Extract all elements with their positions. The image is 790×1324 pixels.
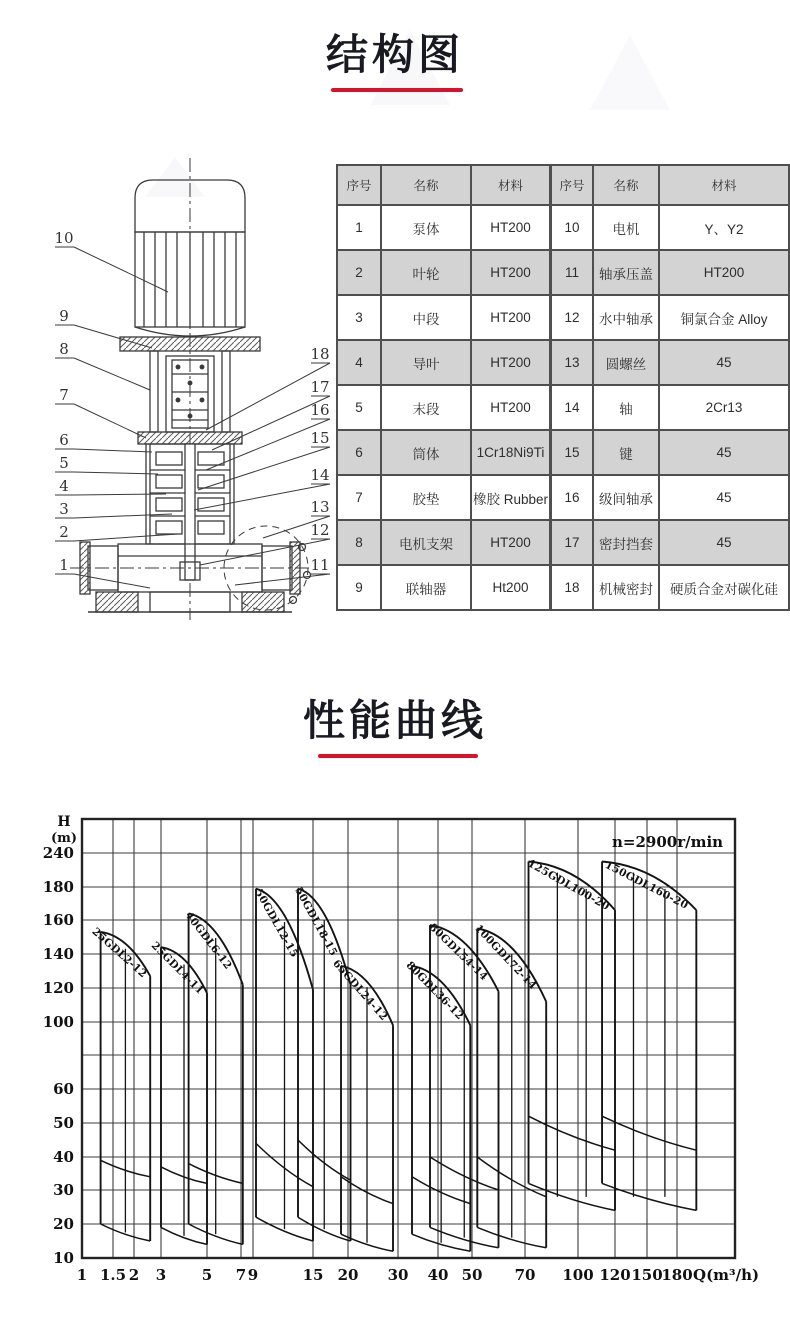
x-tick-label: 1.5 xyxy=(99,1266,127,1284)
part-no-cell: 11 xyxy=(551,250,593,295)
y-tick-label: 120 xyxy=(42,979,74,997)
table-row xyxy=(551,520,789,565)
part-material-cell: 橡胶 Rubber xyxy=(471,475,550,520)
table-row xyxy=(337,430,550,475)
pump-structure-diagram xyxy=(35,145,335,630)
part-no-cell: 1 xyxy=(337,205,381,250)
callout-number: 10 xyxy=(54,229,74,247)
callout-number: 8 xyxy=(59,340,69,358)
curve-label: 25GDL2-12 xyxy=(89,925,150,981)
table-row xyxy=(551,250,789,295)
callout-number: 14 xyxy=(310,466,330,484)
pump-top-flange xyxy=(138,432,242,444)
table-row xyxy=(337,205,550,250)
performance-curve-chart xyxy=(30,800,790,1316)
callout-number: 17 xyxy=(310,378,330,396)
part-name-cell: 水中轴承 xyxy=(593,295,659,340)
table-row xyxy=(551,565,789,610)
y-tick-label: 50 xyxy=(53,1114,74,1132)
part-no-cell: 7 xyxy=(337,475,381,520)
curve-label: 125GDL100-20 xyxy=(525,857,612,913)
table-row xyxy=(337,520,550,565)
part-no-cell: 17 xyxy=(551,520,593,565)
table-header-row xyxy=(337,165,550,205)
table-row xyxy=(337,250,550,295)
y-tick-label: 160 xyxy=(42,911,74,929)
column-header: 序号 xyxy=(551,165,593,205)
curve-label: 80GDL36-12 xyxy=(403,959,466,1023)
curve-label: 40GDL6-12 xyxy=(182,909,234,972)
table-row xyxy=(551,295,789,340)
curve-label: 65GDL24-12 xyxy=(330,957,390,1024)
x-tick-label: 7 xyxy=(235,1266,247,1284)
part-material-cell: 硬质合金对碳化硅 xyxy=(659,565,789,610)
x-tick-label: 100 xyxy=(562,1266,594,1284)
table-row xyxy=(551,475,789,520)
y-tick-label: 140 xyxy=(42,945,74,963)
part-material-cell: HT200 xyxy=(471,205,550,250)
parts-table-right xyxy=(550,164,790,611)
callout-number: 11 xyxy=(310,556,330,574)
curve-label: 50GDL12-15 xyxy=(252,887,301,960)
table-row xyxy=(337,565,550,610)
part-name-cell: 末段 xyxy=(381,385,471,430)
part-no-cell: 10 xyxy=(551,205,593,250)
part-material-cell: 45 xyxy=(659,520,789,565)
table-row xyxy=(337,340,550,385)
callout-number: 15 xyxy=(310,429,330,447)
part-name-cell: 中段 xyxy=(381,295,471,340)
part-no-cell: 12 xyxy=(551,295,593,340)
table-row xyxy=(551,340,789,385)
part-name-cell: 圆螺丝 xyxy=(593,340,659,385)
part-name-cell: 联轴器 xyxy=(381,565,471,610)
y-tick-label: 100 xyxy=(42,1013,74,1031)
part-material-cell: 1Cr18Ni9Ti xyxy=(471,430,550,475)
pump-curve xyxy=(189,913,243,1244)
part-material-cell: 45 xyxy=(659,475,789,520)
part-name-cell: 电机 xyxy=(593,205,659,250)
callout-number: 13 xyxy=(310,498,330,516)
part-no-cell: 13 xyxy=(551,340,593,385)
x-tick-label: 180 xyxy=(661,1266,693,1284)
part-name-cell: 叶轮 xyxy=(381,250,471,295)
part-no-cell: 15 xyxy=(551,430,593,475)
part-material-cell: 45 xyxy=(659,340,789,385)
table-row xyxy=(337,295,550,340)
title-underline xyxy=(331,88,463,92)
y-axis-title: (m) xyxy=(50,831,78,846)
curve-label: 50GDL18-15 xyxy=(292,885,340,959)
callout-number: 3 xyxy=(59,500,69,518)
curve-label: 100GDL72-14 xyxy=(472,922,539,993)
part-no-cell: 16 xyxy=(551,475,593,520)
pump-curve xyxy=(602,862,696,1211)
y-tick-label: 40 xyxy=(53,1148,74,1166)
column-header: 名称 xyxy=(593,165,659,205)
table-header-row xyxy=(551,165,789,205)
part-name-cell: 泵体 xyxy=(381,205,471,250)
curve-label: 80GDL54-14 xyxy=(426,921,491,984)
part-name-cell: 电机支架 xyxy=(381,520,471,565)
y-tick-label: 180 xyxy=(42,878,74,896)
structure-section-title: 结构图 xyxy=(325,31,464,78)
callout-number: 5 xyxy=(59,454,69,472)
performance-section-title: 性能曲线 xyxy=(302,697,487,744)
part-no-cell: 6 xyxy=(337,430,381,475)
x-tick-label: 70 xyxy=(514,1266,536,1284)
part-material-cell: HT200 xyxy=(471,520,550,565)
callout-number: 7 xyxy=(59,386,69,404)
part-material-cell: HT200 xyxy=(471,295,550,340)
y-tick-label: 10 xyxy=(53,1249,74,1267)
callout-number: 12 xyxy=(310,521,330,539)
y-tick-label: 30 xyxy=(53,1181,74,1199)
part-material-cell: HT200 xyxy=(471,385,550,430)
x-tick-label: 3 xyxy=(155,1266,167,1284)
callout-number: 9 xyxy=(59,307,69,325)
part-name-cell: 轴 xyxy=(593,385,659,430)
column-header: 材料 xyxy=(471,165,550,205)
y-tick-label: 20 xyxy=(53,1215,74,1233)
x-tick-label: 20 xyxy=(337,1266,359,1284)
x-tick-label: 40 xyxy=(427,1266,449,1284)
y-axis-title: H xyxy=(57,814,71,830)
motor-flange xyxy=(120,337,260,351)
part-material-cell: HT200 xyxy=(471,340,550,385)
part-no-cell: 4 xyxy=(337,340,381,385)
x-tick-label: 150 xyxy=(631,1266,663,1284)
part-name-cell: 筒体 xyxy=(381,430,471,475)
x-tick-label: 30 xyxy=(387,1266,409,1284)
part-no-cell: 2 xyxy=(337,250,381,295)
table-row xyxy=(337,385,550,430)
column-header: 名称 xyxy=(381,165,471,205)
x-axis-title: Q(m³/h) xyxy=(693,1266,760,1284)
part-material-cell: Ht200 xyxy=(471,565,550,610)
part-no-cell: 5 xyxy=(337,385,381,430)
callout-number: 1 xyxy=(59,556,69,574)
curve-label: 150GDL160-20 xyxy=(602,858,691,912)
x-tick-label: 2 xyxy=(128,1266,140,1284)
x-tick-label: 50 xyxy=(461,1266,483,1284)
table-row xyxy=(551,385,789,430)
part-name-cell: 导叶 xyxy=(381,340,471,385)
part-no-cell: 8 xyxy=(337,520,381,565)
callout-number: 4 xyxy=(59,477,69,495)
speed-annotation: n=2900r/min xyxy=(612,833,724,851)
callout-number: 18 xyxy=(310,345,330,363)
callout-number: 16 xyxy=(310,401,330,419)
x-tick-label: 9 xyxy=(247,1266,259,1284)
part-name-cell: 键 xyxy=(593,430,659,475)
x-tick-label: 120 xyxy=(599,1266,631,1284)
table-row xyxy=(337,475,550,520)
part-name-cell: 密封挡套 xyxy=(593,520,659,565)
part-material-cell: 45 xyxy=(659,430,789,475)
part-name-cell: 胶垫 xyxy=(381,475,471,520)
part-material-cell: HT200 xyxy=(471,250,550,295)
part-no-cell: 18 xyxy=(551,565,593,610)
part-no-cell: 9 xyxy=(337,565,381,610)
x-tick-label: 5 xyxy=(201,1266,213,1284)
part-material-cell: Y、Y2 xyxy=(659,205,789,250)
part-name-cell: 轴承压盖 xyxy=(593,250,659,295)
column-header: 序号 xyxy=(337,165,381,205)
callout-number: 2 xyxy=(59,523,69,541)
callout-number: 6 xyxy=(59,431,69,449)
x-tick-label: 1 xyxy=(76,1266,88,1284)
parts-table-left xyxy=(336,164,551,611)
y-tick-label: 60 xyxy=(53,1080,74,1098)
y-tick-label: 240 xyxy=(42,844,74,862)
part-name-cell: 机械密封 xyxy=(593,565,659,610)
part-no-cell: 3 xyxy=(337,295,381,340)
curve-label: 25GDL4-11 xyxy=(148,939,207,997)
table-row xyxy=(551,430,789,475)
table-row xyxy=(551,205,789,250)
title-underline xyxy=(318,754,478,758)
part-material-cell: HT200 xyxy=(659,250,789,295)
part-no-cell: 14 xyxy=(551,385,593,430)
part-material-cell: 铜氯合金 Alloy xyxy=(659,295,789,340)
part-material-cell: 2Cr13 xyxy=(659,385,789,430)
x-tick-label: 15 xyxy=(302,1266,324,1284)
column-header: 材料 xyxy=(659,165,789,205)
part-name-cell: 级间轴承 xyxy=(593,475,659,520)
